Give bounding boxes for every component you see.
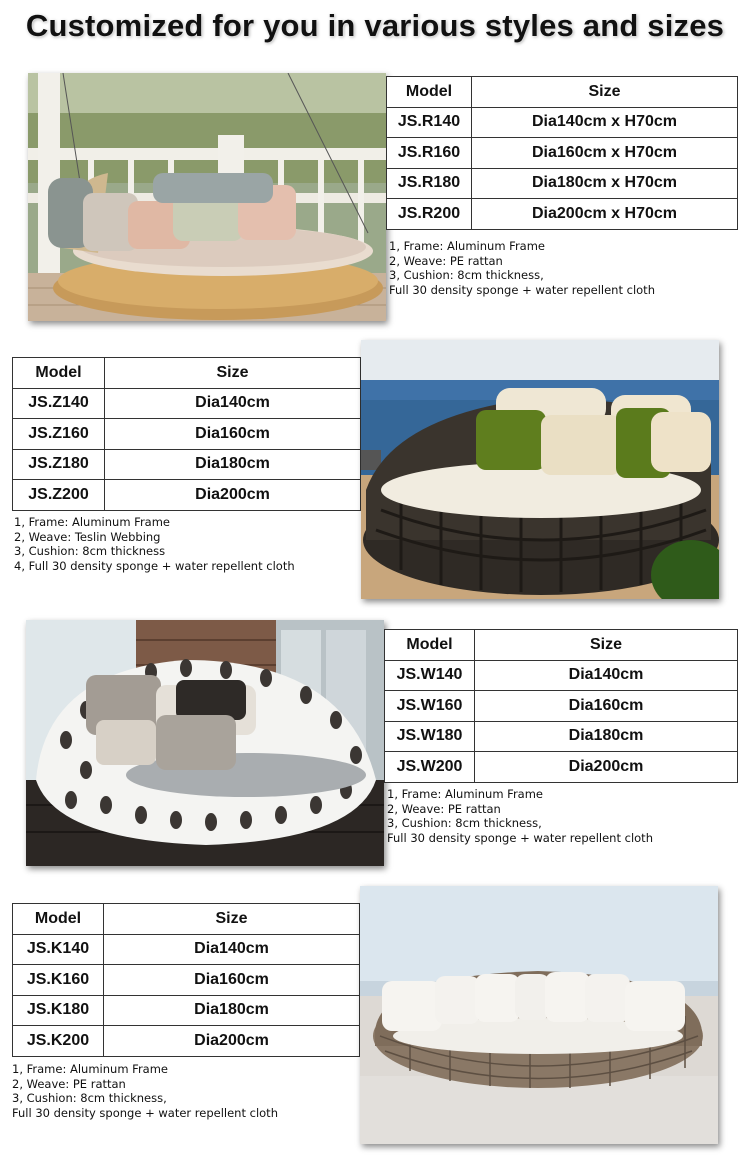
size-cell: Dia200cm x H70cm — [472, 199, 738, 230]
spec-note: 3, Cushion: 8cm thickness, — [389, 268, 544, 283]
model-cell: JS.Z180 — [13, 449, 105, 480]
model-cell: JS.W200 — [385, 752, 475, 783]
model-cell: JS.W180 — [385, 721, 475, 752]
oval-rattan-daybed-photo — [360, 886, 718, 1144]
size-cell: Dia160cm — [475, 691, 738, 722]
table-row — [13, 388, 361, 419]
table-row — [387, 138, 738, 169]
spec-note: 3, Cushion: 8cm thickness, — [12, 1091, 167, 1106]
spec-note: 1, Frame: Aluminum Frame — [389, 239, 546, 253]
column-header-model: Model — [13, 358, 105, 389]
table-row — [13, 419, 361, 450]
table-row — [385, 660, 738, 691]
model-cell: JS.K200 — [13, 1026, 104, 1057]
model-cell: JS.Z160 — [13, 419, 105, 450]
model-cell: JS.R140 — [387, 107, 472, 138]
spec-note: 1, Frame: Aluminum Frame — [387, 787, 544, 801]
model-cell: JS.R180 — [387, 168, 472, 199]
table-row — [385, 752, 738, 783]
column-header-model: Model — [387, 77, 472, 108]
column-header-size: Size — [475, 630, 738, 661]
spec-note: 2, Weave: PE rattan — [12, 1076, 126, 1091]
spec-note: Full 30 density sponge + water repellent cloth — [389, 282, 655, 297]
hanging-round-daybed-photo — [28, 73, 386, 321]
white-cocoon-daybed-photo — [26, 620, 384, 866]
table-header-row — [13, 358, 361, 389]
spec-note: 2, Weave: Teslin Webbing — [14, 529, 161, 544]
table-row — [13, 995, 360, 1026]
page-headline: Customized for you in various styles and sizes — [25, 8, 725, 43]
column-header-size: Size — [104, 904, 360, 935]
table-row — [13, 480, 361, 511]
table-row — [387, 107, 738, 138]
size-cell: Dia200cm — [105, 480, 361, 511]
spec-note: Full 30 density sponge + water repellent cloth — [12, 1105, 278, 1120]
size-cell: Dia200cm — [475, 752, 738, 783]
model-cell: JS.K180 — [13, 995, 104, 1026]
table-header-row — [13, 904, 360, 935]
table-row — [13, 965, 360, 996]
webbing-round-daybed-photo — [361, 340, 719, 599]
spec-table-r-series — [386, 76, 738, 230]
spec-note: 2, Weave: PE rattan — [387, 801, 501, 816]
size-cell: Dia140cm x H70cm — [472, 107, 738, 138]
model-cell: JS.W140 — [385, 660, 475, 691]
spec-notes-k-series — [12, 1062, 278, 1120]
spec-table-w-series — [384, 629, 738, 783]
spec-note: 3, Cushion: 8cm thickness — [14, 544, 166, 559]
column-header-size: Size — [105, 358, 361, 389]
table-row — [13, 1026, 360, 1057]
model-cell: JS.K140 — [13, 934, 104, 965]
table-row — [387, 199, 738, 230]
table-row — [13, 934, 360, 965]
size-cell: Dia140cm — [105, 388, 361, 419]
spec-table-z-series — [12, 357, 361, 511]
spec-note: 4, Full 30 density sponge + water repellent cloth — [14, 558, 295, 573]
table-header-row — [387, 77, 738, 108]
size-cell: Dia180cm — [104, 995, 360, 1026]
table-row — [385, 721, 738, 752]
model-cell: JS.K160 — [13, 965, 104, 996]
size-cell: Dia180cm — [105, 449, 361, 480]
size-cell: Dia180cm x H70cm — [472, 168, 738, 199]
table-row — [387, 168, 738, 199]
spec-table-k-series — [12, 903, 360, 1057]
spec-note: 3, Cushion: 8cm thickness, — [387, 816, 542, 831]
size-cell: Dia160cm — [104, 965, 360, 996]
column-header-size: Size — [472, 77, 738, 108]
model-cell: JS.R160 — [387, 138, 472, 169]
spec-notes-w-series — [387, 787, 653, 845]
table-row — [13, 449, 361, 480]
spec-note: 2, Weave: PE rattan — [389, 253, 503, 268]
model-cell: JS.W160 — [385, 691, 475, 722]
spec-note: 1, Frame: Aluminum Frame — [14, 515, 171, 529]
size-cell: Dia200cm — [104, 1026, 360, 1057]
model-cell: JS.Z140 — [13, 388, 105, 419]
spec-notes-z-series — [14, 515, 295, 573]
size-cell: Dia180cm — [475, 721, 738, 752]
model-cell: JS.Z200 — [13, 480, 105, 511]
size-cell: Dia140cm — [475, 660, 738, 691]
column-header-model: Model — [385, 630, 475, 661]
column-header-model: Model — [13, 904, 104, 935]
table-row — [385, 691, 738, 722]
size-cell: Dia160cm x H70cm — [472, 138, 738, 169]
table-header-row — [385, 630, 738, 661]
spec-notes-r-series — [389, 239, 655, 297]
spec-note: 1, Frame: Aluminum Frame — [12, 1062, 169, 1076]
model-cell: JS.R200 — [387, 199, 472, 230]
size-cell: Dia160cm — [105, 419, 361, 450]
size-cell: Dia140cm — [104, 934, 360, 965]
spec-note: Full 30 density sponge + water repellent cloth — [387, 830, 653, 845]
